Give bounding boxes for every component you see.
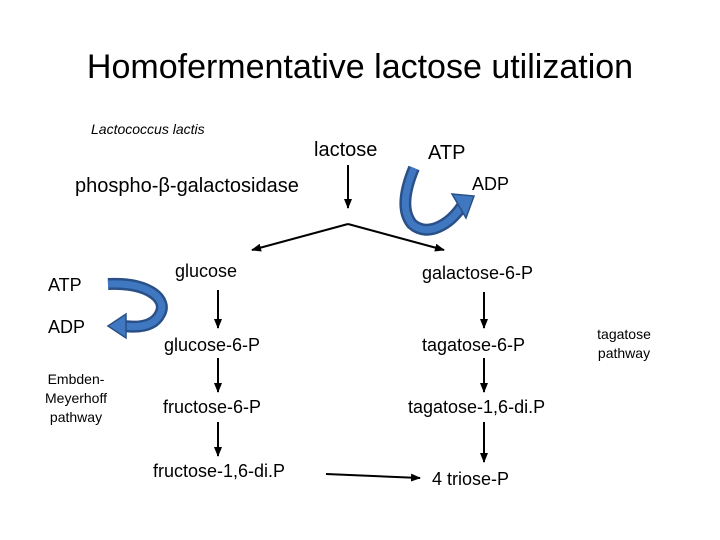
arrow-split-to-glucose: [252, 224, 348, 250]
node-4-triose-p: 4 triose-P: [432, 469, 510, 489]
tagatose-pathway-label: tagatose pathway: [597, 326, 651, 361]
node-glucose-6-p: glucose-6-P: [164, 335, 261, 355]
curved-arrow-atp-adp-left: [108, 284, 162, 338]
curved-arrow-atp-adp-top: [405, 168, 474, 230]
enzyme-label: phospho-β-galactosidase: [75, 175, 299, 197]
organism-label: Lactococcus lactis: [91, 121, 205, 137]
node-lactose: lactose: [314, 139, 378, 161]
node-glucose: glucose: [175, 261, 238, 281]
atp-label-top: ATP: [428, 142, 466, 164]
atp-label-left: ATP: [48, 275, 82, 295]
embden-meyerhoff-pathway-label: Embden-Meyerhoff pathway: [45, 371, 107, 425]
adp-label-left: ADP: [48, 317, 86, 337]
adp-label-top: ADP: [472, 174, 510, 194]
node-tagatose-6-p: tagatose-6-P: [422, 335, 526, 355]
node-fructose-1-6-dip: fructose-1,6-di.P: [153, 461, 286, 481]
node-galactose-6-p: galactose-6-P: [422, 263, 534, 283]
node-fructose-6-p: fructose-6-P: [163, 397, 262, 417]
node-tagatose-1-6-dip: tagatose-1,6-di.P: [408, 397, 546, 417]
arrow-fructose16dip-to-triose: [326, 474, 420, 478]
diagram-title: Homofermentative lactose utilization: [86, 48, 634, 86]
